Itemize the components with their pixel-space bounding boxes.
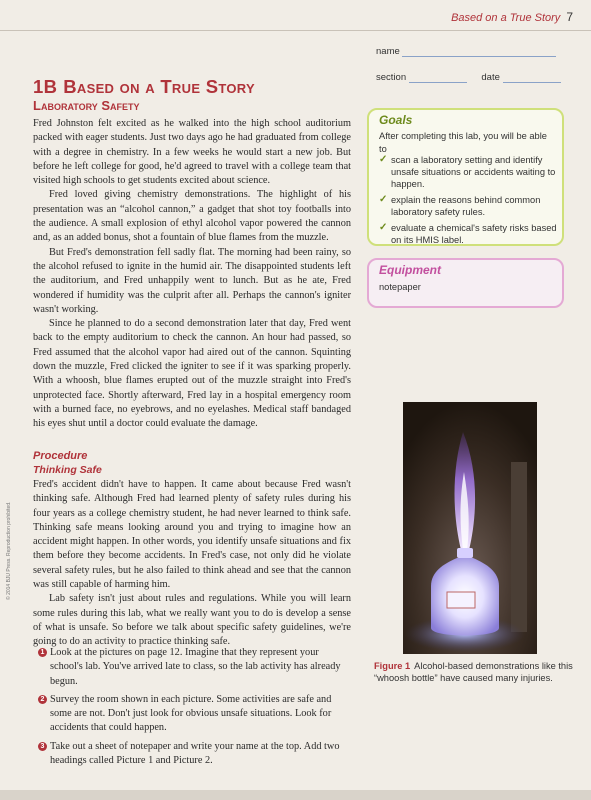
date-line [503, 82, 561, 83]
page-bottom-edge [0, 790, 591, 800]
intro-paragraph: But Fred's demonstration fell sadly flat. The morning had been rainy, so the alcohol refused to ignite in the humid air. The disappointed students left the auditorium, and Fred unhappily went to lunch. But as he ate, Fred wondered if humidity was the culprit after all. Perhaps the cannon's igniter wasn't working. [33, 246, 351, 315]
step-number-badge: 1 [38, 648, 47, 657]
thinking-safe-heading: Thinking Safe [33, 464, 102, 476]
intro-paragraph: Fred Johnston felt excited as he walked into the high school auditorium packed with eager students. Just two days ago he had graduated from college with a degree in chemistry. In a few weeks he would start a new job. But before he left college for good, he'd agreed to travel with a college team that visited high schools to get students excited about science. [33, 118, 351, 187]
figure-caption-text: Alcohol-based demonstrations like this “whoosh bottle” have caused many injuries. [374, 661, 573, 683]
name-label: name [376, 46, 400, 57]
checkmark-icon: ✓ [379, 222, 388, 233]
lab-subtitle: Laboratory Safety [33, 98, 140, 113]
intro-story [33, 117, 351, 432]
goal-item [379, 222, 559, 246]
name-field [376, 46, 556, 57]
intro-paragraph: Fred loved giving chemistry demonstrations. The highlight of his presentation was an “alcohol cannon,” a gadget that shot toy footballs into the audience. A small explosion of ethyl alcohol vapor powered the cannon and, as an added bonus, shot a fountain of blue flames from the muzzle. [33, 189, 351, 244]
goal-text: explain the reasons behind common laboratory safety rules. [391, 195, 541, 217]
goal-text: scan a laboratory setting and identify unsafe situations or accidents waiting to happen. [391, 155, 556, 189]
page-number: 7 [566, 10, 573, 24]
figure-label: Figure 1 [374, 661, 411, 671]
step-text: Take out a sheet of notepaper and write your name at the top. Add two headings called Picture 1 and Picture 2. [50, 740, 340, 767]
section-date-row [376, 72, 561, 83]
procedure-step [40, 646, 352, 689]
lab-number: 1B [33, 76, 58, 97]
procedure-step [40, 740, 352, 769]
goal-item [379, 154, 559, 190]
goal-item [379, 194, 559, 218]
section-line [409, 82, 467, 83]
date-label: date [481, 72, 500, 83]
figure-caption [374, 660, 574, 684]
checkmark-icon: ✓ [379, 194, 388, 205]
whoosh-bottle-photo [403, 402, 537, 654]
header-rule [0, 30, 591, 31]
whoosh-bottle-image [403, 402, 537, 654]
name-line [402, 56, 556, 57]
step-text: Look at the pictures on page 12. Imagine that they represent your school's lab. You've arrived late to class, so the lab activity has already begun. [50, 647, 341, 687]
goal-text: evaluate a chemical's safety risks based on its HMIS label. [391, 223, 557, 245]
intro-paragraph: Since he planned to do a second demonstration later that day, Fred went back to the empty auditorium to check the cannon. An hour had passed, so Fred assumed that the alcohol vapor had aired out of the cannon. Squinting down the muzzle, Fred clicked the igniter to see if it was sparking properly. With a whoosh, blue flames erupted out of the muzzle straight into Fred's unprotected face. Shortly afterward, Fred lay in a hospital emergency room with a burned face, no eyebrows, and no eyelashes. Medical staff bandaged his eyes shut until a doctor could evaluate the damage. [33, 318, 351, 430]
thinking-paragraph: Fred's accident didn't have to happen. It came about because Fred wasn't thinking safe. Although Fred had learned plenty of safety rules during his four years as a college chemistry student, he had never learned to think safe. Thinking safe means looking around you and trying to imagine how an accident might happen. In other words, you identify unsafe situations and fix them before they become accidents. In Fred's case, not only did he violate several safety rules, but he also failed to think ahead and see that the cannon was still capable of harming him. [33, 479, 351, 591]
step-number-badge: 3 [38, 742, 47, 751]
goals-box [367, 108, 564, 246]
running-head-title: Based on a True Story [451, 12, 561, 24]
goals-heading: Goals [379, 113, 413, 127]
thinking-safe-text [33, 478, 351, 650]
goals-intro: After completing this lab, you will be able to [379, 131, 547, 154]
thinking-paragraph: Lab safety isn't just about rules and regulations. While you will learn some rules during this lab, what we really want you to do is develop a sense of what is unsafe. So before we talk about specific safety guidelines, we're going to do an activity to practice thinking safe. [33, 593, 351, 648]
goals-list [379, 154, 559, 250]
section-label: section [376, 72, 407, 83]
equipment-item: notepaper [379, 282, 421, 292]
running-head [451, 10, 573, 24]
page-title [33, 76, 255, 98]
step-text: Survey the room shown in each picture. Some activities are safe and some are not. Don't just look for obvious unsafe situations. Look for accidents that could happen. [50, 693, 332, 734]
equipment-heading: Equipment [379, 263, 441, 277]
step-number-badge: 2 [38, 695, 47, 704]
procedure-steps [40, 646, 352, 772]
lab-title: Based on a True Story [63, 76, 255, 97]
copyright-note: © 2014 BJU Press. Reproduction prohibited. [6, 501, 12, 600]
checkmark-icon: ✓ [379, 154, 388, 165]
equipment-box [367, 258, 564, 308]
procedure-step [40, 693, 352, 736]
procedure-heading: Procedure [33, 450, 88, 462]
